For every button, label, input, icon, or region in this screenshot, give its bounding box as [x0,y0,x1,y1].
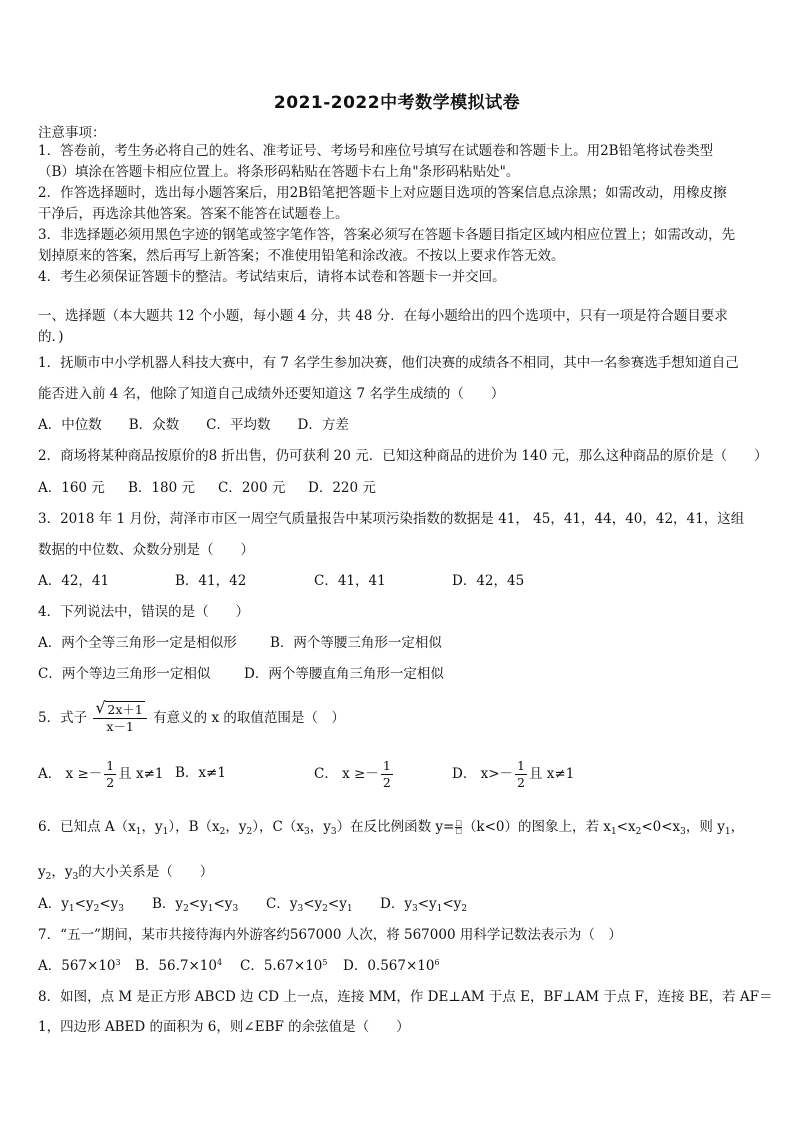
q6-part: ，y [141,819,163,835]
option-c-text: C． x ≥－ [314,766,379,782]
question-3-text-cont: 数据的中位数、众数分别是（ ） [38,542,254,558]
question-8-text-cont: 1，四边形 ABED 的面积为 6，则∠EBF 的余弦值是（ ） [38,1019,410,1035]
q6-part: ，y [51,864,73,880]
question-1-text: 1．抚顺市中小学机器人科技大赛中，有 7 名学生参加决赛，他们决赛的成绩各不相同，其中一名参赛选手想知道自己 [38,355,739,371]
superscript: 6 [434,958,440,967]
notice-item: 1．答卷前，考生务必将自己的姓名、准考证号、考场号和座位号填写在试题卷和答题卡上。用2B铅笔将试卷类型 [38,143,714,159]
question-2-option-b: B．180 元 [128,480,195,496]
opt-part: C．y [266,896,298,912]
question-6-option-b [152,895,238,913]
question-5-text [38,698,345,735]
subscript: 1 [162,827,169,837]
option-a-text: A． x ≥－ [38,766,103,782]
notice-item: 4．考生必须保证答题卡的整洁。考试结束后，请将本试卷和答题卡一并交回。 [38,269,506,285]
subscript: 2 [45,872,52,882]
opt-part: C．5.67×10 [240,958,323,974]
question-5-option-c [314,758,395,791]
subscript: 1 [724,827,731,837]
opt-part: B．56.7×10 [135,958,217,974]
question-4-option-d: D．两个等腰直角三角形一定相似 [244,666,444,682]
q6-part: （k<0）的图象上，若 x [462,819,611,835]
subscript: 2 [219,827,226,837]
notice-item: 干净后，再选涂其他答案。答案不能答在试题卷上。 [38,206,349,222]
question-7-option-c [240,957,327,975]
fraction-denominator: 2 [106,775,115,790]
q6-part: ），B（x [168,819,220,835]
question-7-text: 7．“五一”期间，某市共接待海内外游客约567000 人次，将 567000 用科学记数法表示为（ ） [38,927,622,943]
opt-part: D．0.567×10 [343,958,435,974]
opt-part: D．y [380,896,412,912]
notice-item: （B）填涂在答题卡相应位置上。将条形码粘贴在答题卡右上角"条形码粘贴处"。 [38,164,520,180]
option-a-condition: 且 x≠1 [118,766,164,782]
question-3-text: 3．2018 年 1 月份，菏泽市市区一周空气质量报告中某项污染指数的数据是 41， 45，41，44，40，42，41，这组 [38,511,745,527]
q6-part: ），C（x [252,819,304,835]
subscript: 2 [93,904,100,914]
q6-part: <x [616,819,636,835]
question-7-option-a [38,957,121,975]
question-6-text-cont [38,863,758,881]
question-8-text: 8．如图，点 M 是正方形 ABCD 边 CD 上一点，连接 MM，作 DE⊥AM 于点 E，BF⊥AM 于点 F，连接 BE，若 AF＝ [38,989,773,1005]
question-1-text-cont: 能否进入前 4 名，他除了知道自己成绩外还要知道这 7 名学生成绩的（ ） [38,386,505,402]
question-5-denominator: x－1 [106,719,134,734]
fraction-numerator: 1 [517,758,525,773]
question-3-option-a: A．42，41 [38,573,110,589]
question-5-option-d [452,758,574,791]
q6-part: <0<x [641,819,681,835]
question-5-option-b: B．x≠1 [175,765,226,781]
q6-part: ，y [225,819,247,835]
opt-part: <y [74,896,94,912]
fraction-half [381,758,393,791]
page-title: 2021-2022中考数学模拟试卷 [273,93,521,113]
q6-part: ，则 y [685,819,725,835]
subscript: 3 [330,827,337,837]
subscript: 3 [72,872,79,882]
question-7-option-d [343,957,440,975]
question-2-option-d: D．220 元 [308,480,376,496]
fraction-half [104,758,116,791]
opt-part: A．567×10 [38,958,116,974]
opt-part: <y [188,896,208,912]
q6-part: 6．已知点 A（x [38,819,136,835]
fraction-numerator: 1 [382,758,391,773]
question-3-option-d: D．42，45 [452,573,525,589]
fraction-denominator: 2 [382,775,391,790]
question-5-option-a [38,758,164,791]
subscript: 2 [461,904,468,914]
q6-part: ，y [309,819,331,835]
subscript: 3 [232,904,239,914]
question-6-option-a [38,895,124,913]
subscript: 2 [246,827,253,837]
opt-part: <y [213,896,233,912]
subscript: 1 [68,904,75,914]
section-heading-cont: 的．) [38,329,64,345]
question-6-option-c [266,895,353,913]
subscript: 1 [610,827,617,837]
subscript: 3 [297,904,304,914]
subscript: 3 [411,904,418,914]
question-4-option-a: A．两个全等三角形一定是相似形 [38,635,237,651]
opt-part: A．y [38,896,69,912]
fraction-denominator: 2 [517,775,525,790]
subscript: 3 [303,827,310,837]
question-5-radicand: 2x＋1 [107,702,143,717]
question-2-option-a: A．160 元 [38,480,105,496]
opt-part: <y [303,896,323,912]
subscript: 3 [118,904,124,914]
option-d-condition: 且 x≠1 [529,766,575,782]
opt-part: <y [99,896,119,912]
question-6-text [38,818,758,836]
question-5-expression: √ 2x＋1 x－1 [93,702,146,735]
notice-item: 3．非选择题必须用黑色字迹的钢笔或签字笔作答，答案必须写在答题卡各题目指定区域内相应位置上；如需改动，先 [38,227,736,243]
subscript: 1 [436,904,443,914]
subscript: 1 [135,827,142,837]
superscript: 3 [115,958,121,967]
q6-part: y [38,864,46,880]
question-5-suffix: 有意义的 x 的取值范围是（ ） [153,710,345,726]
question-4-option-c: C．两个等边三角形一定相似 [38,666,211,682]
subscript: 2 [635,827,642,837]
superscript: 5 [322,958,328,967]
notice-heading: 注意事项： [38,125,106,141]
question-2-option-c: C．200 元 [218,480,286,496]
opt-part: <y [442,896,462,912]
subscript: 2 [183,904,189,914]
question-4-option-b: B．两个等腰三角形一定相似 [270,635,442,651]
question-4-text: 4．下列说法中，错误的是（ ） [38,604,250,620]
q6-part: ）在反比例函数 y= [336,819,455,835]
subscript: 3 [680,827,686,837]
question-7-option-b [135,957,222,975]
question-6-option-d [380,895,467,913]
fraction-half [515,758,527,791]
subscript: 1 [346,904,353,914]
opt-part: B．y [152,896,184,912]
fraction-numerator: 1 [106,758,115,773]
subscript: 2 [322,904,328,914]
superscript: 4 [216,958,223,967]
subscript: 1 [207,904,214,914]
question-2-text: 2．商场将某种商品按原价的8 折出售，仍可获利 20 元．已知这种商品的进价为 140 元，那么这种商品的原价是（ ） [38,448,768,464]
q6-part: 的大小关系是（ ） [78,864,214,880]
q6-part: ， [730,819,745,835]
section-heading: 一、选择题（本大题共 12 个小题，每小题 4 分，共 48 分．在每小题给出的四个选项中，只有一项是符合题目要求 [38,308,728,324]
opt-part: <y [327,896,347,912]
notice-item: 划掉原来的答案，然后再写上新答案；不准使用铅笔和涂改液。不按以上要求作答无效。 [38,248,565,264]
notice-item: 2．作答选择题时，选出每小题答案后，用2B铅笔把答题卡上对应题目选项的答案信息点涂黑；如需改动，用橡皮擦 [38,185,727,201]
question-3-option-c: C．41，41 [314,573,386,589]
question-5-prefix: 5．式子 [38,710,88,726]
question-3-option-b: B．41，42 [175,573,247,589]
placeholder-fraction: □ □ [455,819,462,835]
opt-part: <y [417,896,437,912]
option-d-text: D． x>－ [452,766,514,782]
question-1-options: A．中位数 B．众数 C．平均数 D．方差 [38,417,349,433]
